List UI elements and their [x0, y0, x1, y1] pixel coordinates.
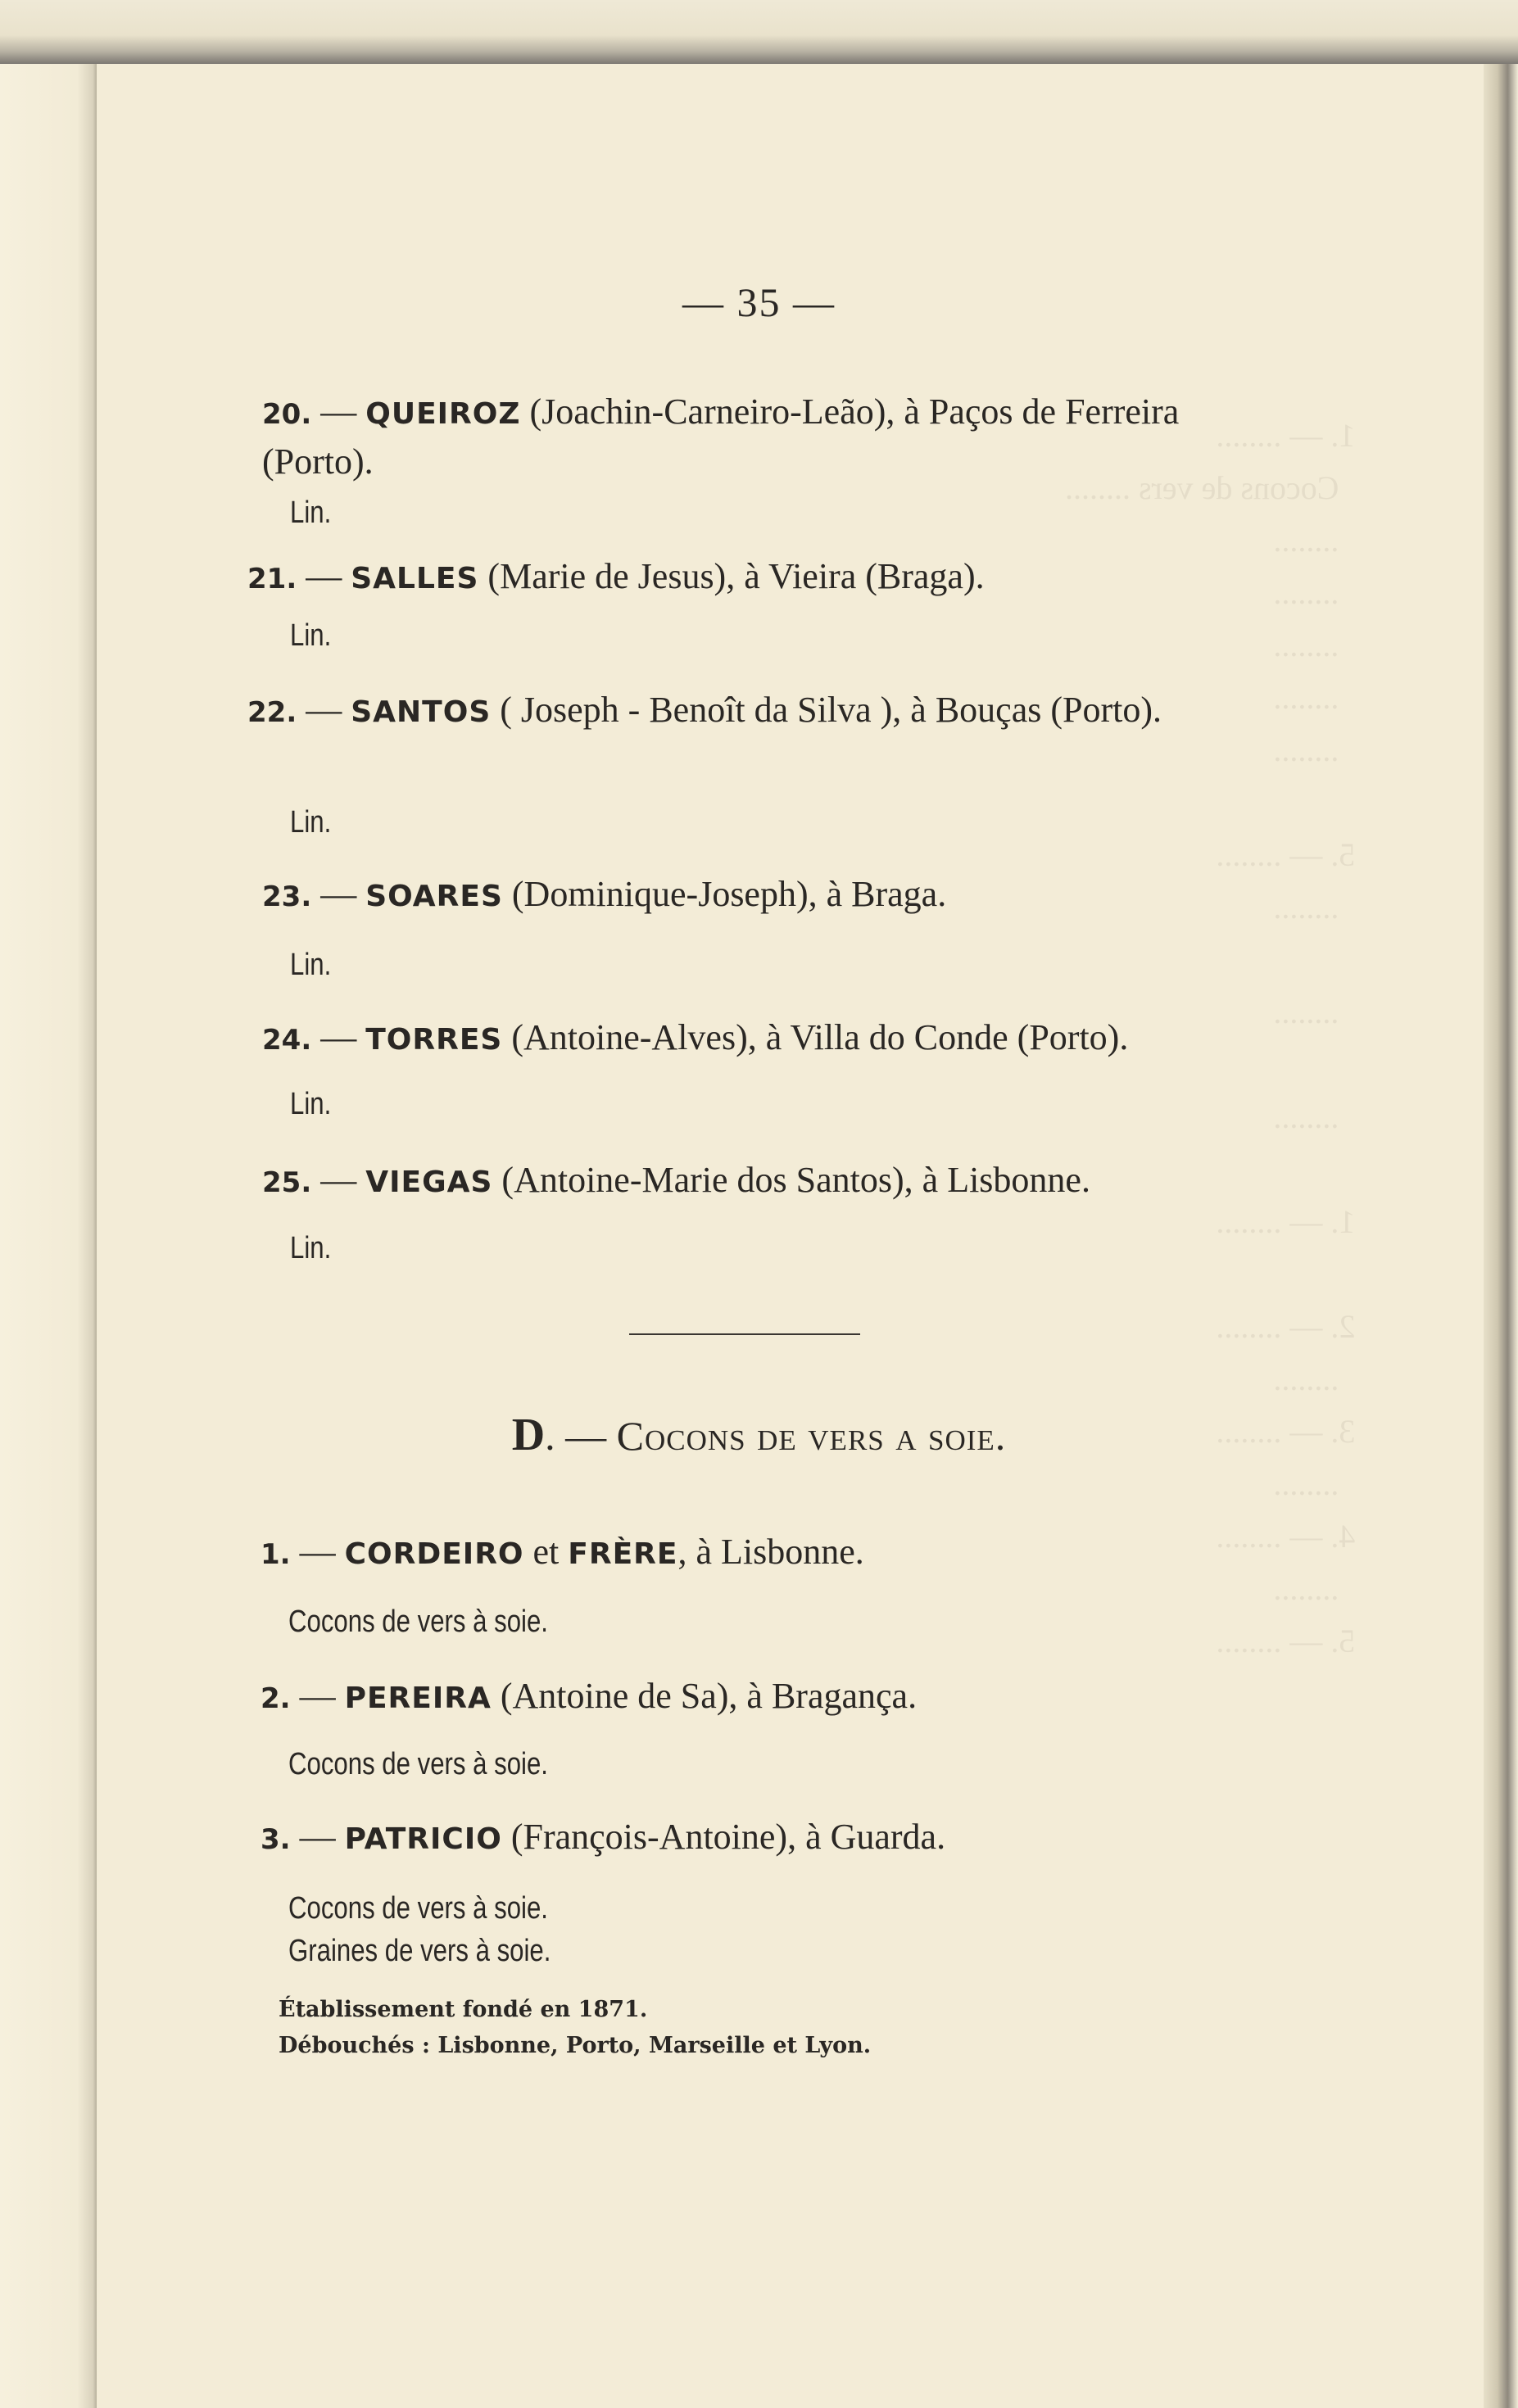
- book-top-edge: [0, 0, 1518, 64]
- entry-details: (Dominique-Joseph), à Braga.: [511, 874, 947, 914]
- section-letter: D: [511, 1410, 546, 1460]
- product-line: Lin.: [290, 496, 332, 530]
- entry-details: (Antoine-Marie dos Santos), à Lisbonne.: [501, 1160, 1090, 1200]
- entry-name: PATRICIO: [344, 1822, 502, 1856]
- entry-23-products: [290, 944, 331, 986]
- entry-details: ( Joseph - Benoît da Silva ), à Bouças (Porto).: [500, 690, 1162, 730]
- product-line: Lin.: [290, 1087, 332, 1121]
- footnote: [279, 1992, 871, 2064]
- entry-name: VIEGAS: [365, 1166, 493, 1199]
- bleed-through-text: 1. — ........ Cocons de vers ........ ........ ........ ........ ........ ........ 5. — ........ ........ ........ ........ 1. — ........ 2. — ........ ........ 3. — ........ ........ 4. — ........ ........ 5. — ........: [1065, 417, 1356, 1659]
- entry-name: SANTOS: [351, 695, 492, 729]
- entry-25: 25. — VIEGAS (Antoine-Marie dos Santos), à Lisbonne.: [262, 1160, 1090, 1200]
- page-number: — 35 —: [682, 279, 836, 325]
- page-left-margin: [0, 64, 97, 2408]
- entry-connector: et: [532, 1532, 560, 1572]
- section-entry-1: 1. — CORDEIRO et FRÈRE, à Lisbonne.: [261, 1532, 864, 1572]
- entry-details: (Antoine de Sa), à Bragança.: [500, 1676, 918, 1716]
- product-line: Cocons de vers à soie.: [288, 1891, 548, 1926]
- page-right-edge: [1484, 64, 1518, 2408]
- section-entry-3: 3. — PATRICIO (François-Antoine), à Guarda.: [261, 1817, 946, 1857]
- entry-number: 25.: [262, 1166, 312, 1199]
- entry-name: SALLES: [351, 562, 479, 595]
- section-entry-2-products: [288, 1743, 548, 1786]
- entry-24: 24. — TORRES (Antoine-Alves), à Villa do Conde (Porto).: [262, 1017, 1129, 1057]
- entry-details: (Marie de Jesus), à Vieira (Braga).: [487, 556, 985, 596]
- product-line: Cocons de vers à soie.: [288, 1747, 548, 1781]
- entry-20: 20. — QUEIROZ (Joachin-Carneiro-Leão), à Paços de Ferreira (Porto).: [262, 392, 1180, 482]
- product-line: Lin.: [290, 948, 332, 982]
- section-entry-3-products: [288, 1887, 551, 1972]
- product-line: Graines de vers à soie.: [288, 1934, 551, 1968]
- entry-name-2: FRÈRE: [568, 1537, 678, 1571]
- footnote-founded: Établissement fondé en 1871.: [279, 1997, 648, 2022]
- section-divider: [629, 1333, 860, 1335]
- entry-number: 2.: [261, 1682, 291, 1715]
- section-entry-1-products: [288, 1600, 548, 1643]
- entry-name: SOARES: [365, 880, 503, 913]
- entry-details: (Joachin-Carneiro-Leão), à Paços de Ferreira (Porto).: [262, 392, 1180, 482]
- entry-number: 3.: [261, 1823, 291, 1856]
- section-title: Cocons de vers a soie.: [616, 1413, 1007, 1459]
- entry-25-products: [290, 1227, 331, 1270]
- entry-number: 21.: [247, 563, 297, 595]
- product-line: Cocons de vers à soie.: [288, 1605, 548, 1639]
- entry-name: PEREIRA: [344, 1682, 492, 1715]
- section-heading: [0, 1409, 1518, 1461]
- entry-21-products: [290, 614, 331, 657]
- entry-name: QUEIROZ: [365, 397, 521, 431]
- footnote-outlets: Débouchés : Lisbonne, Porto, Marseille et Lyon.: [279, 2033, 872, 2058]
- entry-number: 22.: [247, 696, 297, 729]
- section-entry-2: 2. — PEREIRA (Antoine de Sa), à Bragança.: [261, 1676, 918, 1716]
- entry-23: 23. — SOARES (Dominique-Joseph), à Braga.: [262, 874, 947, 914]
- entry-22: 22. — SANTOS ( Joseph - Benoît da Silva ), à Bouças (Porto).: [247, 690, 1162, 730]
- product-line: Lin.: [290, 805, 332, 840]
- entry-number: 1.: [261, 1538, 291, 1571]
- section-separator: . —: [545, 1413, 607, 1459]
- entry-details: , à Lisbonne.: [677, 1532, 864, 1572]
- entry-name: TORRES: [365, 1023, 503, 1057]
- entry-details: (François-Antoine), à Guarda.: [510, 1817, 946, 1857]
- entry-24-products: [290, 1083, 331, 1125]
- entry-number: 24.: [262, 1024, 312, 1057]
- entry-number: 20.: [262, 398, 312, 431]
- entry-21: 21. — SALLES (Marie de Jesus), à Vieira (Braga).: [247, 556, 985, 596]
- entry-22-products: [290, 801, 331, 844]
- product-line: Lin.: [290, 1231, 332, 1265]
- product-line: Lin.: [290, 618, 332, 653]
- entry-details: (Antoine-Alves), à Villa do Conde (Porto).: [511, 1017, 1129, 1057]
- entry-name: CORDEIRO: [344, 1537, 524, 1571]
- entry-number: 23.: [262, 880, 312, 913]
- entry-20-products: [290, 491, 331, 534]
